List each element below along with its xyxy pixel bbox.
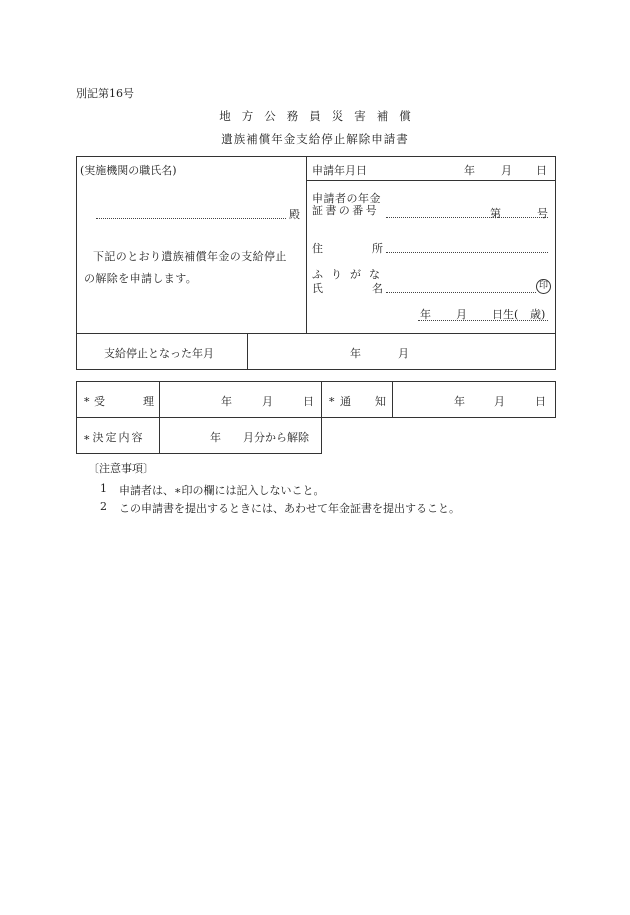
title-line2: 遺族補償年金支給停止解除申請書 — [221, 132, 409, 146]
apply-date-label: 申請年月日 — [312, 164, 367, 177]
birth-year: 年 — [420, 308, 431, 321]
notice-mark: ∗ — [328, 393, 336, 406]
notice-label-1: 通 — [340, 395, 351, 408]
note-1-text: 申請者は、∗印の欄には記入しないこと。 — [119, 484, 325, 497]
form-number: 別記第16号 — [76, 87, 134, 100]
birth-month: 月 — [456, 308, 467, 321]
notice-year: 年 — [454, 395, 465, 408]
birth-day-suffix: 日生( — [492, 308, 519, 321]
agency-label: (実施機関の職氏名) — [80, 164, 177, 177]
notes-header: 〔注意事項〕 — [88, 462, 154, 475]
furigana-label: ふりがな — [312, 268, 388, 281]
request-text-line2: の解除を申請します。 — [84, 272, 198, 285]
address-label-2: 所 — [372, 242, 383, 255]
age-suffix: 歳) — [530, 308, 546, 321]
decision-value: 年 月分から解除 — [210, 431, 309, 444]
note-2-text: この申請書を提出するときには、あわせて年金証書を提出すること。 — [119, 502, 460, 515]
apply-year: 年 — [464, 164, 475, 177]
apply-day: 日 — [536, 164, 547, 177]
office-left-edge-row2 — [76, 418, 77, 454]
receipt-month: 月 — [262, 395, 273, 408]
dai-label: 第 — [490, 207, 501, 220]
receipt-year: 年 — [221, 395, 232, 408]
seal-mark: 印 — [536, 279, 551, 294]
stopped-month: 月 — [398, 347, 409, 360]
office-divider-1 — [159, 381, 160, 454]
note-1-number: 1 — [100, 482, 107, 495]
cert-number-field[interactable] — [386, 217, 548, 218]
apply-month: 月 — [501, 164, 512, 177]
name-label-2: 名 — [372, 282, 383, 295]
cert-label-line2: 証書の番号 — [312, 204, 379, 217]
address-field[interactable] — [386, 252, 548, 253]
notice-day: 日 — [535, 395, 546, 408]
note-2-number: 2 — [100, 500, 107, 513]
decision-label: ∗決定内容 — [83, 431, 145, 444]
notice-month: 月 — [494, 395, 505, 408]
dono-label: 殿 — [289, 208, 300, 221]
gou-label: 号 — [537, 207, 548, 220]
office-bottom-row2 — [76, 453, 322, 454]
stopped-row-divider — [247, 333, 248, 370]
receipt-label-2: 理 — [143, 395, 154, 408]
column-divider — [306, 156, 307, 334]
cert-label-line1: 申請者の年金 — [312, 192, 381, 205]
office-divider-3 — [392, 381, 393, 418]
office-divider-2 — [321, 381, 322, 454]
receipt-mark: ∗ — [83, 393, 91, 406]
bottom-row-divider — [76, 333, 556, 334]
request-text-line1: 下記のとおり遺族補償年金の支給停止 — [93, 250, 287, 263]
agency-name-field[interactable] — [96, 218, 286, 219]
name-field[interactable] — [386, 292, 536, 293]
stopped-year: 年 — [350, 347, 361, 360]
birth-date-field[interactable] — [418, 320, 548, 321]
address-label-1: 住 — [312, 242, 323, 255]
notice-label-2: 知 — [375, 395, 386, 408]
title-line1: 地方公務員災害補償 — [219, 109, 422, 123]
stopped-label: 支給停止となった年月 — [104, 347, 214, 360]
receipt-day: 日 — [303, 395, 314, 408]
date-row-divider — [306, 180, 556, 181]
receipt-label-1: 受 — [94, 395, 105, 408]
name-label-1: 氏 — [312, 282, 323, 295]
